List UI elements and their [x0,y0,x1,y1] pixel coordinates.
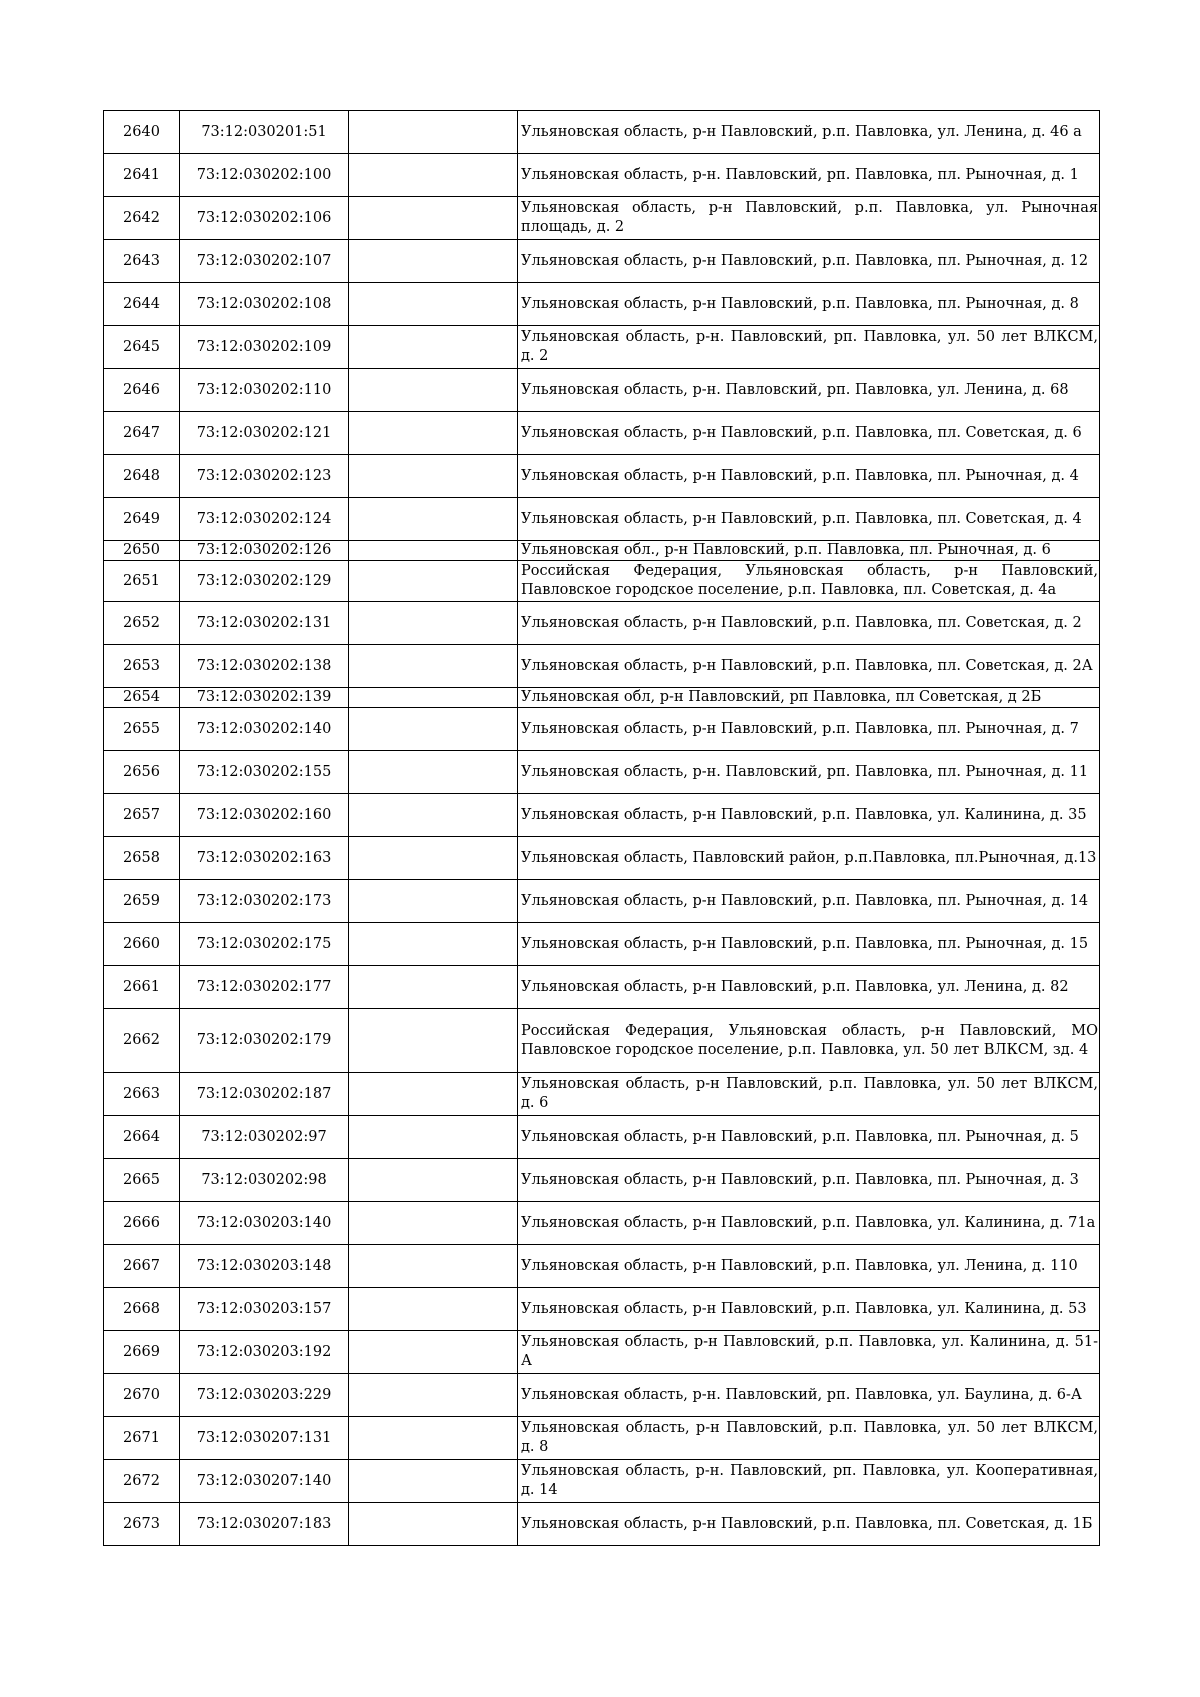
empty-cell [349,1202,518,1245]
row-number-cell: 2657 [104,794,180,837]
address-cell: Ульяновская область, р-н Павловский, р.п. Павловка, пл. Рыночная, д. 14 [518,880,1100,923]
row-number-cell: 2651 [104,561,180,602]
row-number-cell: 2664 [104,1116,180,1159]
row-number-cell: 2668 [104,1288,180,1331]
cadastral-number-cell: 73:12:030202:160 [180,794,349,837]
row-number-cell: 2642 [104,197,180,240]
address-cell: Ульяновская область, р-н. Павловский, рп. Павловка, пл. Рыночная, д. 11 [518,751,1100,794]
cadastral-number-cell: 73:12:030207:131 [180,1417,349,1460]
cadastral-number-cell: 73:12:030202:179 [180,1009,349,1073]
row-number-cell: 2644 [104,283,180,326]
empty-cell [349,240,518,283]
cadastral-number-cell: 73:12:030203:229 [180,1374,349,1417]
table-row [104,708,1100,751]
table-row [104,455,1100,498]
cadastral-number-cell: 73:12:030202:108 [180,283,349,326]
table-row [104,326,1100,369]
cadastral-number-cell: 73:12:030202:175 [180,923,349,966]
cadastral-number-cell: 73:12:030202:177 [180,966,349,1009]
cadastral-number-cell: 73:12:030201:51 [180,111,349,154]
row-number-cell: 2655 [104,708,180,751]
row-number-cell: 2662 [104,1009,180,1073]
empty-cell [349,794,518,837]
table-row [104,197,1100,240]
address-cell: Ульяновская область, р-н Павловский, р.п. Павловка, пл. Рыночная, д. 3 [518,1159,1100,1202]
cadastral-number-cell: 73:12:030202:163 [180,837,349,880]
row-number-cell: 2672 [104,1460,180,1503]
address-cell: Ульяновская обл, р-н Павловский, рп Павловка, пл Советская, д 2Б [518,688,1100,708]
address-cell: Ульяновская область, р-н Павловский, р.п. Павловка, пл. Рыночная, д. 7 [518,708,1100,751]
table-row [104,412,1100,455]
empty-cell [349,541,518,561]
address-cell: Ульяновская область, р-н Павловский, р.п. Павловка, ул. Ленина, д. 46 а [518,111,1100,154]
address-cell: Ульяновская область, р-н. Павловский, рп. Павловка, пл. Рыночная, д. 1 [518,154,1100,197]
cadastral-number-cell: 73:12:030207:183 [180,1503,349,1546]
cadastral-number-cell: 73:12:030202:131 [180,602,349,645]
address-cell: Ульяновская область, р-н Павловский, р.п. Павловка, пл. Рыночная, д. 4 [518,455,1100,498]
table-row [104,1288,1100,1331]
address-cell: Ульяновская область, р-н Павловский, р.п. Павловка, пл. Советская, д. 6 [518,412,1100,455]
empty-cell [349,561,518,602]
row-number-cell: 2645 [104,326,180,369]
address-cell: Российская Федерация, Ульяновская область, р-н Павловский, МО Павловское городское поселение, р.п. Павловка, ул. 50 лет ВЛКСМ, зд. 4 [518,1009,1100,1073]
row-number-cell: 2667 [104,1245,180,1288]
empty-cell [349,111,518,154]
row-number-cell: 2650 [104,541,180,561]
cadastral-number-cell: 73:12:030202:155 [180,751,349,794]
empty-cell [349,369,518,412]
table-row [104,1331,1100,1374]
cadastral-number-cell: 73:12:030203:157 [180,1288,349,1331]
address-cell: Ульяновская область, р-н Павловский, р.п. Павловка, пл. Рыночная, д. 8 [518,283,1100,326]
address-cell: Ульяновская область, Павловский район, р.п.Павловка, пл.Рыночная, д.13 [518,837,1100,880]
table-row [104,645,1100,688]
cadastral-number-cell: 73:12:030202:100 [180,154,349,197]
address-cell: Ульяновская область, р-н Павловский, р.п. Павловка, ул. Калинина, д. 71а [518,1202,1100,1245]
row-number-cell: 2653 [104,645,180,688]
table-row [104,966,1100,1009]
empty-cell [349,154,518,197]
cadastral-number-cell: 73:12:030202:187 [180,1073,349,1116]
empty-cell [349,1009,518,1073]
row-number-cell: 2656 [104,751,180,794]
cadastral-number-cell: 73:12:030202:173 [180,880,349,923]
table-row [104,154,1100,197]
address-cell: Ульяновская обл., р-н Павловский, р.п. Павловка, пл. Рыночная, д. 6 [518,541,1100,561]
cadastral-number-cell: 73:12:030202:123 [180,455,349,498]
table-row [104,1374,1100,1417]
address-cell: Ульяновская область, р-н Павловский, р.п. Павловка, пл. Рыночная, д. 5 [518,1116,1100,1159]
row-number-cell: 2670 [104,1374,180,1417]
cadastral-number-cell: 73:12:030202:107 [180,240,349,283]
row-number-cell: 2649 [104,498,180,541]
empty-cell [349,1288,518,1331]
cadastral-number-cell: 73:12:030202:98 [180,1159,349,1202]
empty-cell [349,498,518,541]
empty-cell [349,837,518,880]
table-row [104,923,1100,966]
table-row [104,541,1100,561]
address-cell: Ульяновская область, р-н. Павловский, рп. Павловка, ул. Кооперативная, д. 14 [518,1460,1100,1503]
cadastral-number-cell: 73:12:030203:140 [180,1202,349,1245]
table-row [104,837,1100,880]
address-cell: Ульяновская область, р-н. Павловский, рп. Павловка, ул. 50 лет ВЛКСМ, д. 2 [518,326,1100,369]
cadastral-number-cell: 73:12:030202:138 [180,645,349,688]
table-row [104,283,1100,326]
cadastral-number-cell: 73:12:030202:97 [180,1116,349,1159]
address-cell: Ульяновская область, р-н Павловский, р.п. Павловка, пл. Советская, д. 2А [518,645,1100,688]
row-number-cell: 2660 [104,923,180,966]
row-number-cell: 2640 [104,111,180,154]
cadastral-number-cell: 73:12:030202:110 [180,369,349,412]
empty-cell [349,880,518,923]
table-row [104,561,1100,602]
address-cell: Ульяновская область, р-н Павловский, р.п. Павловка, ул. Калинина, д. 35 [518,794,1100,837]
row-number-cell: 2673 [104,1503,180,1546]
address-cell: Ульяновская область, р-н. Павловский, рп. Павловка, ул. Баулина, д. 6-А [518,1374,1100,1417]
empty-cell [349,1073,518,1116]
table-row [104,602,1100,645]
address-cell: Российская Федерация, Ульяновская область, р-н Павловский, Павловское городское поселение, р.п. Павловка, пл. Советская, д. 4а [518,561,1100,602]
empty-cell [349,966,518,1009]
row-number-cell: 2669 [104,1331,180,1374]
empty-cell [349,688,518,708]
row-number-cell: 2659 [104,880,180,923]
row-number-cell: 2666 [104,1202,180,1245]
table-row [104,751,1100,794]
row-number-cell: 2648 [104,455,180,498]
row-number-cell: 2654 [104,688,180,708]
row-number-cell: 2661 [104,966,180,1009]
cadastral-number-cell: 73:12:030203:192 [180,1331,349,1374]
address-cell: Ульяновская область, р-н Павловский, р.п. Павловка, ул. Ленина, д. 82 [518,966,1100,1009]
empty-cell [349,1460,518,1503]
table-row [104,240,1100,283]
table-row [104,1073,1100,1116]
row-number-cell: 2641 [104,154,180,197]
row-number-cell: 2665 [104,1159,180,1202]
table-row [104,498,1100,541]
empty-cell [349,412,518,455]
empty-cell [349,1417,518,1460]
empty-cell [349,751,518,794]
cadastral-number-cell: 73:12:030203:148 [180,1245,349,1288]
table-row [104,1503,1100,1546]
row-number-cell: 2671 [104,1417,180,1460]
row-number-cell: 2658 [104,837,180,880]
address-cell: Ульяновская область, р-н Павловский, р.п. Павловка, пл. Советская, д. 1Б [518,1503,1100,1546]
empty-cell [349,923,518,966]
empty-cell [349,1374,518,1417]
table-row [104,794,1100,837]
row-number-cell: 2643 [104,240,180,283]
empty-cell [349,1245,518,1288]
cadastral-number-cell: 73:12:030202:140 [180,708,349,751]
row-number-cell: 2652 [104,602,180,645]
table-body [104,111,1100,1546]
table-row [104,1460,1100,1503]
table-row [104,1159,1100,1202]
empty-cell [349,645,518,688]
empty-cell [349,1159,518,1202]
table-row [104,1245,1100,1288]
address-cell: Ульяновская область, р-н Павловский, р.п. Павловка, пл. Рыночная, д. 12 [518,240,1100,283]
table-row [104,1202,1100,1245]
address-cell: Ульяновская область, р-н Павловский, р.п. Павловка, пл. Рыночная, д. 15 [518,923,1100,966]
empty-cell [349,197,518,240]
cadastral-number-cell: 73:12:030202:126 [180,541,349,561]
row-number-cell: 2663 [104,1073,180,1116]
address-cell: Ульяновская область, р-н Павловский, р.п. Павловка, пл. Советская, д. 2 [518,602,1100,645]
address-cell: Ульяновская область, р-н Павловский, р.п. Павловка, ул. Рыночная площадь, д. 2 [518,197,1100,240]
cadastral-number-cell: 73:12:030202:139 [180,688,349,708]
cadastral-number-cell: 73:12:030202:109 [180,326,349,369]
cadastral-number-cell: 73:12:030202:124 [180,498,349,541]
table-row [104,880,1100,923]
table-row [104,1417,1100,1460]
address-cell: Ульяновская область, р-н Павловский, р.п. Павловка, пл. Советская, д. 4 [518,498,1100,541]
table-row [104,1009,1100,1073]
empty-cell [349,455,518,498]
cadastral-number-cell: 73:12:030202:121 [180,412,349,455]
empty-cell [349,326,518,369]
row-number-cell: 2646 [104,369,180,412]
cadastral-number-cell: 73:12:030207:140 [180,1460,349,1503]
table-row [104,111,1100,154]
table-row [104,688,1100,708]
address-cell: Ульяновская область, р-н Павловский, р.п. Павловка, ул. 50 лет ВЛКСМ, д. 8 [518,1417,1100,1460]
table-row [104,1116,1100,1159]
cadastral-number-cell: 73:12:030202:129 [180,561,349,602]
empty-cell [349,1331,518,1374]
address-cell: Ульяновская область, р-н Павловский, р.п. Павловка, ул. Ленина, д. 110 [518,1245,1100,1288]
property-register-table [103,110,1100,1546]
address-cell: Ульяновская область, р-н. Павловский, рп. Павловка, ул. Ленина, д. 68 [518,369,1100,412]
row-number-cell: 2647 [104,412,180,455]
empty-cell [349,602,518,645]
table-row [104,369,1100,412]
cadastral-number-cell: 73:12:030202:106 [180,197,349,240]
empty-cell [349,708,518,751]
address-cell: Ульяновская область, р-н Павловский, р.п. Павловка, ул. Калинина, д. 51-А [518,1331,1100,1374]
address-cell: Ульяновская область, р-н Павловский, р.п. Павловка, ул. 50 лет ВЛКСМ, д. 6 [518,1073,1100,1116]
empty-cell [349,283,518,326]
address-cell: Ульяновская область, р-н Павловский, р.п. Павловка, ул. Калинина, д. 53 [518,1288,1100,1331]
empty-cell [349,1503,518,1546]
empty-cell [349,1116,518,1159]
